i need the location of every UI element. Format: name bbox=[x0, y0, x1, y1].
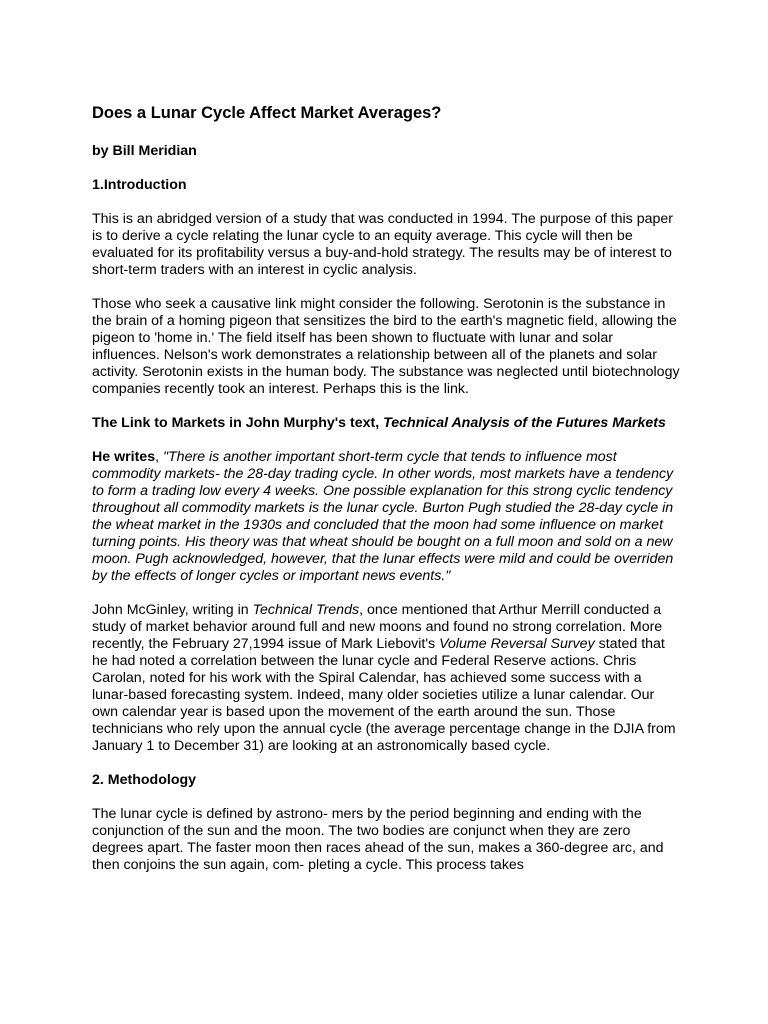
author-byline: by Bill Meridian bbox=[92, 143, 197, 159]
mcginley-text-a: John McGinley, writing in bbox=[92, 602, 253, 618]
section-heading-introduction: 1.Introduction bbox=[92, 177, 187, 193]
quote-comma: , bbox=[155, 449, 163, 465]
link-heading-text: The Link to Markets in John Murphy's text, bbox=[92, 415, 384, 431]
section-heading-methodology: 2. Methodology bbox=[92, 772, 197, 788]
link-to-markets-heading bbox=[92, 415, 680, 432]
technical-trends-title: Technical Trends bbox=[252, 602, 360, 618]
mcginley-text-c: , once mentioned that Arthur Merrill conducted a study of market behavior around full and new moons and found no strong correlation. More recently, the February 27,1994 issue of Mark Liebovit's bbox=[92, 602, 663, 652]
mcginley-paragraph bbox=[92, 602, 680, 755]
quote-lead: He writes bbox=[92, 449, 156, 465]
intro-paragraph-2: Those who seek a causative link might consider the following. Serotonin is the substance in the brain of a homing pigeon that sensitizes the bird to the earth's magnetic field, allowing the pigeon to 'home in.' The field itself has been shown to fluctuate with lunar and solar influences. Nelson's work demonstrates a relationship between all of the planets and solar activity. Serotonin exists in the human body. The substance was neglected until biotechnology companies recently took an interest. Perhaps this is the link. bbox=[92, 296, 680, 397]
volume-reversal-survey-title: Volume Reversal Survey bbox=[439, 636, 595, 652]
mcginley-text-e: stated that he had noted a correlation between the lunar cycle and Federal Reserve actions. Chris Carolan, noted for his work with the Spiral Calendar, has achieved some success with a lunar-based forecasting system. Indeed, many older societies utilize a lunar calendar. Our own calendar year is based upon the movement of the earth around the sun. Those technicians who rely upon the annual cycle (the average percentage change in the DJIA from January 1 to December 31) are looking at an astronomically based cycle. bbox=[92, 636, 676, 754]
methodology-paragraph-1: The lunar cycle is defined by astrono- mers by the period beginning and ending with the conjunction of the sun and the moon. The two bodies are conjunct when they are zero degrees apart. The faster moon then races ahead of the sun, makes a 360-degree arc, and then conjoins the sun again, com- pleting a cycle. This process takes bbox=[92, 806, 664, 873]
link-heading-book-title: Technical Analysis of the Futures Markets bbox=[383, 415, 666, 431]
quote-text: "There is another important short-term cycle that tends to influence most commodity markets- the 28-day trading cycle. In other words, most markets have a tendency to form a trading low every 4 weeks. One possible explanation for this strong cyclic tendency throughout all commodity markets is the lunar cycle. Burton Pugh studied the 28-day cycle in the wheat market in the 1930s and concluded that the moon had some influence on market turning points. His theory was that wheat should be bought on a full moon and sold on a new moon. Pugh acknowledged, however, that the lunar effects were mild and could be overriden by the effects of longer cycles or important news events." bbox=[92, 449, 674, 584]
document-title: Does a Lunar Cycle Affect Market Averages? bbox=[92, 104, 442, 122]
intro-paragraph-1: This is an abridged version of a study that was conducted in 1994. The purpose of this paper is to derive a cycle relating the lunar cycle to an equity average. This cycle will then be evaluated for its profitability versus a buy-and-hold strategy. The results may be of interest to short-term traders with an interest in cyclic analysis. bbox=[92, 211, 673, 278]
murphy-quote-paragraph bbox=[92, 449, 680, 585]
